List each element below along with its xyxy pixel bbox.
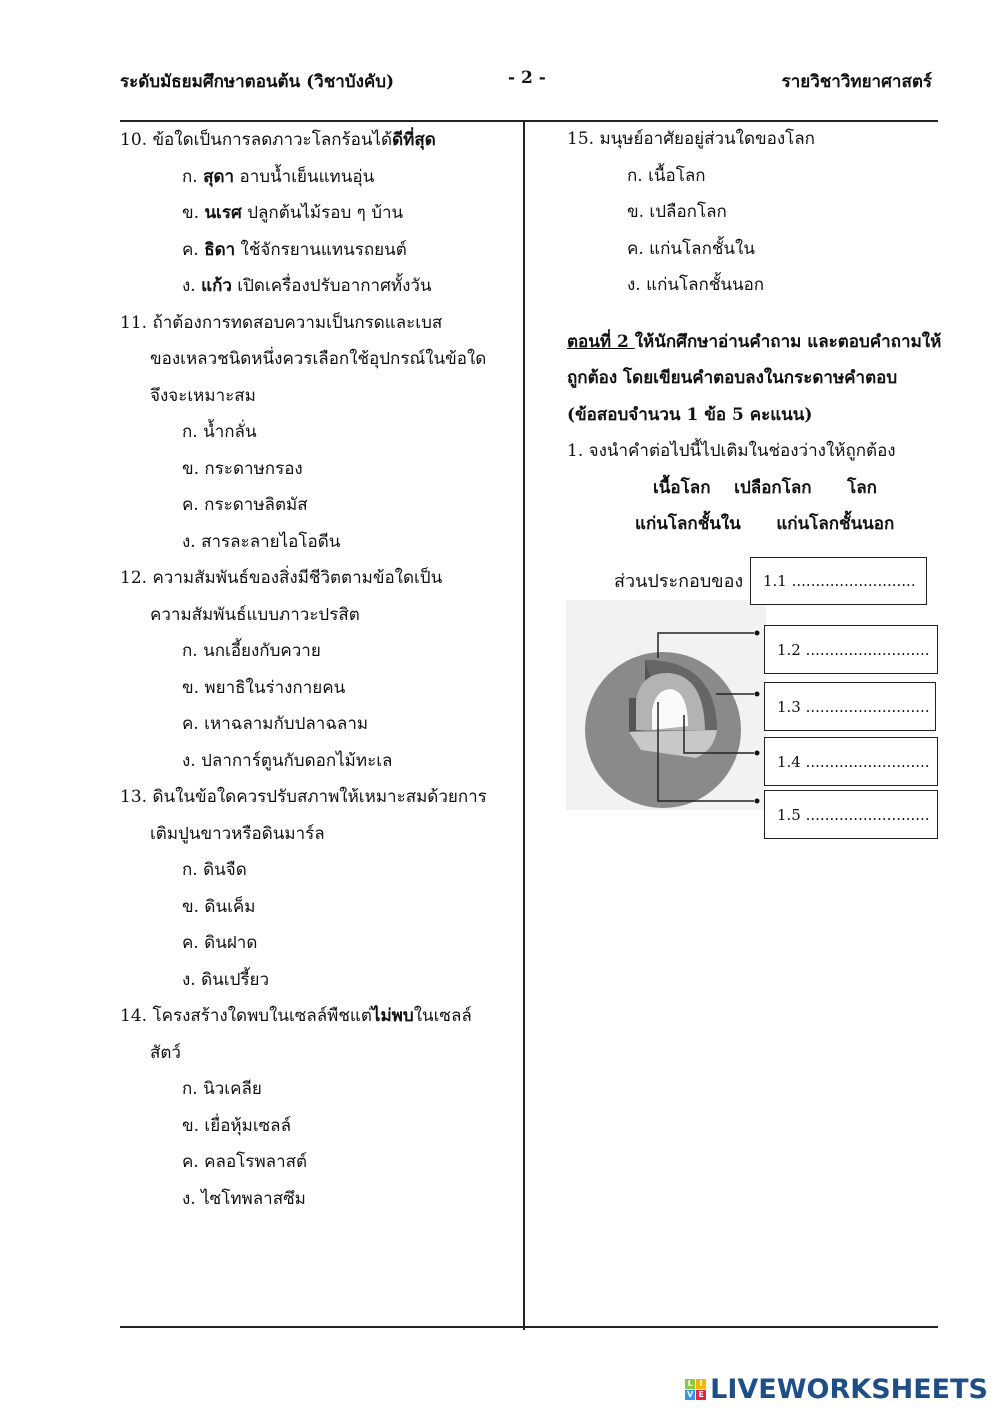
part2-text: ให้นักศึกษาอ่านคำถาม และตอบคำถามให้	[634, 331, 942, 352]
word-bank-row-2	[567, 506, 947, 543]
question-10	[120, 122, 520, 159]
logo-letter: V	[687, 1390, 694, 1399]
choice: ข. ดินเค็ม	[182, 896, 256, 917]
word-bank-row-1	[567, 470, 947, 507]
choice: ค. กระดาษลิตมัส	[182, 495, 308, 515]
word: เนื้อโลก	[653, 477, 711, 498]
part2-instruction-cont: ถูกต้อง โดยเขียนคำตอบลงในกระดาษคำตอบ	[567, 368, 898, 388]
answer-box-1-3[interactable]: 1.3 ..........................	[764, 682, 936, 731]
choice: ค. เหาฉลามกับปลาฉลาม	[182, 714, 369, 734]
choice: ก. น้ำกลั่น	[182, 422, 257, 442]
word: แก่นโลกชั้นใน	[635, 514, 741, 534]
choice	[120, 195, 520, 232]
choice: ง. ไซโทพลาสซึม	[182, 1188, 306, 1209]
question-emphasis: ดีที่สุด	[392, 130, 436, 150]
choice-text: อาบน้ำเย็นแทนอุ่น	[234, 166, 375, 187]
question-11-cont: จึงจะเหมาะสม	[150, 385, 256, 406]
bullet	[755, 799, 760, 804]
question-12: 12. ความสัมพันธ์ของสิ่งมีชีวิตตามข้อใดเป็น	[120, 568, 443, 588]
logo-text: LIVEWORKSHEETS	[710, 1374, 988, 1405]
choice-prefix: ข.	[182, 203, 205, 223]
liveworksheets-logo	[685, 1374, 988, 1405]
right-column	[567, 121, 947, 543]
choice: ค. คลอโรพลาสต์	[182, 1152, 308, 1172]
choice: ค. ดินฝาด	[182, 933, 258, 953]
question-emphasis: ไม่พบ	[371, 1006, 414, 1026]
choice: ค. แก่นโลกชั้นใน	[627, 238, 755, 259]
question-12-cont: ความสัมพันธ์แบบภาวะปรสิต	[150, 604, 360, 625]
choice	[120, 268, 520, 305]
choice-prefix: ง.	[182, 276, 202, 296]
bullet	[755, 631, 760, 636]
choice: ก. ดินจืด	[182, 860, 247, 880]
choice: ข. พยาธิในร่างกายคน	[182, 677, 346, 698]
question-text: ในเซลล์	[413, 1006, 472, 1026]
choice: ง. ดินเปรี้ยว	[182, 969, 270, 990]
answer-box-1-2[interactable]: 1.2 ..........................	[764, 625, 938, 674]
question-text: 14. โครงสร้างใดพบในเซลล์พืชแต่	[120, 1006, 372, 1026]
choice: ก. เนื้อโลก	[627, 165, 706, 186]
choice: ข. เปลือกโลก	[627, 202, 727, 222]
choice-name: นเรศ	[204, 203, 242, 223]
part2-instruction	[567, 324, 947, 361]
logo-letter: L	[685, 1379, 695, 1389]
question-11-cont: ของเหลวชนิดหนึ่งควรเลือกใช้อุปกรณ์ในข้อใด	[150, 349, 487, 369]
left-column	[120, 122, 520, 1217]
question-14	[120, 998, 520, 1035]
logo-icon	[685, 1379, 706, 1400]
question-text: 10. ข้อใดเป็นการลดภาวะโลกร้อนได้	[120, 130, 393, 150]
choice: ง. สารละลายไอโอดีน	[182, 531, 341, 552]
question-11: 11. ถ้าต้องการทดสอบความเป็นกรดและเบส	[120, 312, 443, 333]
choice-text: เปิดเครื่องปรับอากาศทั้งวัน	[231, 276, 432, 296]
question-14-cont: สัตว์	[150, 1042, 181, 1063]
choice: ง. ปลาการ์ตูนกับดอกไม้ทะเล	[182, 750, 393, 771]
choice	[120, 232, 520, 269]
choice-prefix: ค.	[182, 239, 205, 260]
part2-score: (ข้อสอบจำนวน 1 ข้อ 5 คะแนน)	[567, 404, 813, 425]
diagram-prefix: ส่วนประกอบของ	[614, 571, 744, 592]
choice-name: สุดา	[203, 166, 235, 187]
header-subject: รายวิชาวิทยาศาสตร์	[781, 72, 932, 92]
header-level: ระดับมัธยมศึกษาตอนต้น (วิชาบังคับ)	[120, 72, 395, 92]
word: แก่นโลกชั้นนอก	[776, 514, 895, 534]
page-number: - 2 -	[508, 68, 546, 88]
choice-name: ธิดา	[204, 239, 236, 260]
answer-box-1-1[interactable]: 1.1 ..........................	[750, 557, 927, 605]
footer-divider	[120, 1326, 938, 1328]
column-divider	[523, 120, 525, 1330]
choice-prefix: ก.	[182, 166, 204, 187]
logo-letter: E	[696, 1390, 706, 1400]
choice-text: ปลูกต้นไม้รอบ ๆ บ้าน	[241, 203, 404, 223]
choice: ก. นิวเคลีย	[182, 1079, 262, 1099]
word: เปลือกโลก	[734, 477, 812, 498]
question-13: 13. ดินในข้อใดควรปรับสภาพให้เหมาะสมด้วยการ	[120, 787, 487, 807]
question-15: 15. มนุษย์อาศัยอยู่ส่วนใดของโลก	[567, 129, 815, 149]
bullet	[755, 751, 760, 756]
choice: ก. นกเอี้ยงกับควาย	[182, 641, 321, 661]
choice: ข. กระดาษกรอง	[182, 458, 303, 479]
question-13-cont: เติมปูนขาวหรือดินมาร์ล	[150, 823, 325, 844]
choice: ง. แก่นโลกชั้นนอก	[627, 275, 765, 295]
part2-label: ตอนที่ 2	[567, 331, 635, 352]
word: โลก	[847, 477, 877, 498]
question-1: 1. จงนำคำต่อไปนี้ไปเติมในช่องว่างให้ถูกต้อง	[567, 441, 896, 461]
choice-text: ใช้จักรยานแทนรถยนต์	[235, 239, 407, 260]
logo-letter: I	[696, 1379, 706, 1389]
bullet	[755, 692, 760, 697]
choice-name: แก้ว	[201, 276, 232, 296]
answer-box-1-5[interactable]: 1.5 ..........................	[764, 790, 938, 839]
answer-box-1-4[interactable]: 1.4 ..........................	[764, 737, 938, 786]
choice	[120, 159, 520, 196]
choice: ข. เยื่อหุ้มเซลล์	[182, 1115, 292, 1136]
